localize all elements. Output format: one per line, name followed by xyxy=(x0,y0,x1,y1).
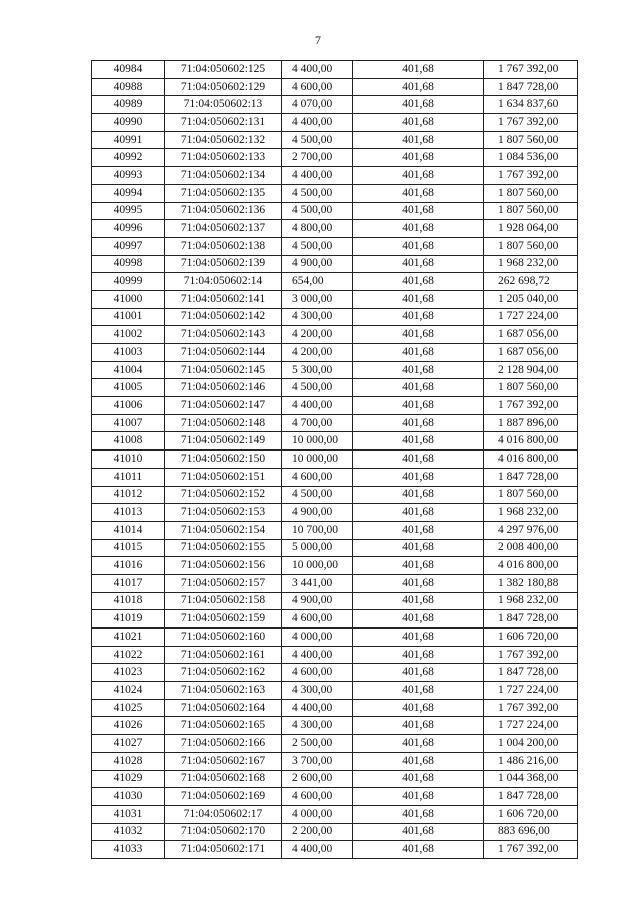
cadastral-number-cell: 71:04:050602:161 xyxy=(165,646,282,664)
cadastral-number-cell: 71:04:050602:154 xyxy=(165,521,282,539)
total-value-cell: 1 727 224,00 xyxy=(484,717,578,735)
row-number-cell: 41004 xyxy=(92,361,165,379)
table-row xyxy=(92,557,578,575)
rate-cell: 401,68 xyxy=(353,823,484,841)
area-cell: 2 700,00 xyxy=(282,149,353,167)
total-value-cell: 1 847 728,00 xyxy=(484,788,578,806)
area-cell: 4 500,00 xyxy=(282,184,353,202)
rate-cell: 401,68 xyxy=(353,557,484,575)
row-number-cell: 41013 xyxy=(92,504,165,522)
cadastral-number-cell: 71:04:050602:169 xyxy=(165,788,282,806)
cadastral-number-cell: 71:04:050602:156 xyxy=(165,557,282,575)
cadastral-number-cell: 71:04:050602:139 xyxy=(165,255,282,273)
cadastral-number-cell: 71:04:050602:133 xyxy=(165,149,282,167)
row-number-cell: 40990 xyxy=(92,114,165,132)
total-value-cell: 1 727 224,00 xyxy=(484,682,578,700)
area-cell: 4 400,00 xyxy=(282,167,353,185)
total-value-cell: 2 128 904,00 xyxy=(484,361,578,379)
area-cell: 3 441,00 xyxy=(282,574,353,592)
rate-cell: 401,68 xyxy=(353,344,484,362)
area-cell: 4 600,00 xyxy=(282,468,353,486)
row-number-cell: 40995 xyxy=(92,202,165,220)
area-cell: 5 300,00 xyxy=(282,361,353,379)
cadastral-number-cell: 71:04:050602:164 xyxy=(165,699,282,717)
row-number-cell: 40991 xyxy=(92,131,165,149)
rate-cell: 401,68 xyxy=(353,184,484,202)
total-value-cell: 4 297 976,00 xyxy=(484,521,578,539)
table-row xyxy=(92,592,578,610)
table-row xyxy=(92,823,578,841)
rate-cell: 401,68 xyxy=(353,646,484,664)
table-row xyxy=(92,610,578,628)
table-row xyxy=(92,114,578,132)
area-cell: 3 000,00 xyxy=(282,290,353,308)
rate-cell: 401,68 xyxy=(353,841,484,859)
area-cell: 4 600,00 xyxy=(282,664,353,682)
area-cell: 4 400,00 xyxy=(282,114,353,132)
row-number-cell: 40996 xyxy=(92,220,165,238)
rate-cell: 401,68 xyxy=(353,468,484,486)
table-row xyxy=(92,770,578,788)
table-row xyxy=(92,574,578,592)
rate-cell: 401,68 xyxy=(353,752,484,770)
area-cell: 10 000,00 xyxy=(282,557,353,575)
total-value-cell: 1 687 056,00 xyxy=(484,326,578,344)
cadastral-number-cell: 71:04:050602:138 xyxy=(165,237,282,255)
row-number-cell: 41005 xyxy=(92,379,165,397)
table-row xyxy=(92,326,578,344)
rate-cell: 401,68 xyxy=(353,326,484,344)
cadastral-number-cell: 71:04:050602:134 xyxy=(165,167,282,185)
table-row xyxy=(92,273,578,291)
total-value-cell: 1 887 896,00 xyxy=(484,414,578,432)
rate-cell: 401,68 xyxy=(353,414,484,432)
area-cell: 4 800,00 xyxy=(282,220,353,238)
row-number-cell: 41016 xyxy=(92,557,165,575)
total-value-cell: 1 807 560,00 xyxy=(484,184,578,202)
area-cell: 4 200,00 xyxy=(282,326,353,344)
area-cell: 4 500,00 xyxy=(282,237,353,255)
row-number-cell: 41032 xyxy=(92,823,165,841)
table-row xyxy=(92,432,578,450)
area-cell: 5 000,00 xyxy=(282,539,353,557)
table-row xyxy=(92,220,578,238)
table-row xyxy=(92,699,578,717)
table-row xyxy=(92,486,578,504)
cadastral-number-cell: 71:04:050602:166 xyxy=(165,735,282,753)
table-row xyxy=(92,752,578,770)
area-cell: 4 400,00 xyxy=(282,61,353,79)
row-number-cell: 41010 xyxy=(92,450,165,468)
cadastral-number-cell: 71:04:050602:125 xyxy=(165,61,282,79)
row-number-cell: 40997 xyxy=(92,237,165,255)
cadastral-number-cell: 71:04:050602:162 xyxy=(165,664,282,682)
cadastral-number-cell: 71:04:050602:143 xyxy=(165,326,282,344)
rate-cell: 401,68 xyxy=(353,149,484,167)
rate-cell: 401,68 xyxy=(353,735,484,753)
total-value-cell: 1 807 560,00 xyxy=(484,202,578,220)
area-cell: 10 700,00 xyxy=(282,521,353,539)
row-number-cell: 40989 xyxy=(92,96,165,114)
cadastral-number-cell: 71:04:050602:165 xyxy=(165,717,282,735)
area-cell: 654,00 xyxy=(282,273,353,291)
total-value-cell: 1 486 216,00 xyxy=(484,752,578,770)
area-cell: 4 000,00 xyxy=(282,805,353,823)
rate-cell: 401,68 xyxy=(353,450,484,468)
row-number-cell: 40984 xyxy=(92,61,165,79)
area-cell: 4 200,00 xyxy=(282,344,353,362)
rate-cell: 401,68 xyxy=(353,717,484,735)
row-number-cell: 40993 xyxy=(92,167,165,185)
table-row xyxy=(92,450,578,468)
area-cell: 4 900,00 xyxy=(282,255,353,273)
total-value-cell: 1 807 560,00 xyxy=(484,131,578,149)
table-row xyxy=(92,167,578,185)
cadastral-number-cell: 71:04:050602:136 xyxy=(165,202,282,220)
cadastral-number-cell: 71:04:050602:14 xyxy=(165,273,282,291)
area-cell: 4 900,00 xyxy=(282,504,353,522)
area-cell: 4 070,00 xyxy=(282,96,353,114)
table-row xyxy=(92,379,578,397)
cadastral-number-cell: 71:04:050602:152 xyxy=(165,486,282,504)
cadastral-number-cell: 71:04:050602:155 xyxy=(165,539,282,557)
total-value-cell: 1 767 392,00 xyxy=(484,646,578,664)
table-row xyxy=(92,78,578,96)
row-number-cell: 41007 xyxy=(92,414,165,432)
row-number-cell: 41021 xyxy=(92,628,165,646)
rate-cell: 401,68 xyxy=(353,96,484,114)
total-value-cell: 1 807 560,00 xyxy=(484,486,578,504)
area-cell: 4 400,00 xyxy=(282,841,353,859)
rate-cell: 401,68 xyxy=(353,273,484,291)
rate-cell: 401,68 xyxy=(353,114,484,132)
cadastral-table-container xyxy=(91,60,577,859)
cadastral-number-cell: 71:04:050602:137 xyxy=(165,220,282,238)
rate-cell: 401,68 xyxy=(353,628,484,646)
row-number-cell: 41014 xyxy=(92,521,165,539)
area-cell: 4 400,00 xyxy=(282,397,353,415)
table-row xyxy=(92,202,578,220)
rate-cell: 401,68 xyxy=(353,202,484,220)
total-value-cell: 1 004 200,00 xyxy=(484,735,578,753)
cadastral-number-cell: 71:04:050602:153 xyxy=(165,504,282,522)
row-number-cell: 41030 xyxy=(92,788,165,806)
cadastral-number-cell: 71:04:050602:132 xyxy=(165,131,282,149)
rate-cell: 401,68 xyxy=(353,361,484,379)
table-row xyxy=(92,361,578,379)
area-cell: 4 300,00 xyxy=(282,682,353,700)
cadastral-number-cell: 71:04:050602:150 xyxy=(165,450,282,468)
cadastral-number-cell: 71:04:050602:146 xyxy=(165,379,282,397)
total-value-cell: 1 767 392,00 xyxy=(484,699,578,717)
rate-cell: 401,68 xyxy=(353,397,484,415)
total-value-cell: 1 606 720,00 xyxy=(484,628,578,646)
row-number-cell: 41023 xyxy=(92,664,165,682)
table-row xyxy=(92,521,578,539)
total-value-cell: 1 968 232,00 xyxy=(484,504,578,522)
table-row xyxy=(92,237,578,255)
area-cell: 4 600,00 xyxy=(282,788,353,806)
row-number-cell: 41025 xyxy=(92,699,165,717)
row-number-cell: 41000 xyxy=(92,290,165,308)
total-value-cell: 1 382 180,88 xyxy=(484,574,578,592)
row-number-cell: 40992 xyxy=(92,149,165,167)
total-value-cell: 1 767 392,00 xyxy=(484,61,578,79)
area-cell: 3 700,00 xyxy=(282,752,353,770)
table-row xyxy=(92,646,578,664)
row-number-cell: 41001 xyxy=(92,308,165,326)
cadastral-number-cell: 71:04:050602:13 xyxy=(165,96,282,114)
row-number-cell: 41031 xyxy=(92,805,165,823)
rate-cell: 401,68 xyxy=(353,237,484,255)
rate-cell: 401,68 xyxy=(353,504,484,522)
table-row xyxy=(92,184,578,202)
table-row xyxy=(92,149,578,167)
table-row xyxy=(92,290,578,308)
table-row xyxy=(92,468,578,486)
rate-cell: 401,68 xyxy=(353,78,484,96)
cadastral-number-cell: 71:04:050602:158 xyxy=(165,592,282,610)
area-cell: 4 300,00 xyxy=(282,717,353,735)
area-cell: 4 500,00 xyxy=(282,379,353,397)
row-number-cell: 41024 xyxy=(92,682,165,700)
area-cell: 4 400,00 xyxy=(282,646,353,664)
row-number-cell: 40999 xyxy=(92,273,165,291)
total-value-cell: 1 807 560,00 xyxy=(484,237,578,255)
row-number-cell: 41019 xyxy=(92,610,165,628)
total-value-cell: 262 698,72 xyxy=(484,273,578,291)
table-row xyxy=(92,504,578,522)
total-value-cell: 1 807 560,00 xyxy=(484,379,578,397)
cadastral-number-cell: 71:04:050602:149 xyxy=(165,432,282,450)
row-number-cell: 41033 xyxy=(92,841,165,859)
rate-cell: 401,68 xyxy=(353,432,484,450)
table-row xyxy=(92,682,578,700)
total-value-cell: 1 968 232,00 xyxy=(484,255,578,273)
table-row xyxy=(92,664,578,682)
row-number-cell: 41015 xyxy=(92,539,165,557)
total-value-cell: 1 847 728,00 xyxy=(484,468,578,486)
rate-cell: 401,68 xyxy=(353,290,484,308)
total-value-cell: 1 634 837,60 xyxy=(484,96,578,114)
rate-cell: 401,68 xyxy=(353,521,484,539)
cadastral-number-cell: 71:04:050602:160 xyxy=(165,628,282,646)
cadastral-number-cell: 71:04:050602:145 xyxy=(165,361,282,379)
total-value-cell: 1 847 728,00 xyxy=(484,78,578,96)
cadastral-number-cell: 71:04:050602:17 xyxy=(165,805,282,823)
cadastral-number-cell: 71:04:050602:131 xyxy=(165,114,282,132)
rate-cell: 401,68 xyxy=(353,379,484,397)
row-number-cell: 41022 xyxy=(92,646,165,664)
cadastral-number-cell: 71:04:050602:147 xyxy=(165,397,282,415)
total-value-cell: 1 767 392,00 xyxy=(484,114,578,132)
total-value-cell: 1 727 224,00 xyxy=(484,308,578,326)
cadastral-number-cell: 71:04:050602:168 xyxy=(165,770,282,788)
total-value-cell: 4 016 800,00 xyxy=(484,450,578,468)
cadastral-number-cell: 71:04:050602:129 xyxy=(165,78,282,96)
area-cell: 4 000,00 xyxy=(282,628,353,646)
cadastral-number-cell: 71:04:050602:171 xyxy=(165,841,282,859)
area-cell: 4 700,00 xyxy=(282,414,353,432)
row-number-cell: 41006 xyxy=(92,397,165,415)
cadastral-number-cell: 71:04:050602:135 xyxy=(165,184,282,202)
total-value-cell: 883 696,00 xyxy=(484,823,578,841)
area-cell: 4 500,00 xyxy=(282,202,353,220)
total-value-cell: 1 767 392,00 xyxy=(484,167,578,185)
row-number-cell: 41026 xyxy=(92,717,165,735)
rate-cell: 401,68 xyxy=(353,574,484,592)
row-number-cell: 41003 xyxy=(92,344,165,362)
cadastral-number-cell: 71:04:050602:163 xyxy=(165,682,282,700)
row-number-cell: 41029 xyxy=(92,770,165,788)
cadastral-number-cell: 71:04:050602:144 xyxy=(165,344,282,362)
area-cell: 4 600,00 xyxy=(282,610,353,628)
cadastral-number-cell: 71:04:050602:142 xyxy=(165,308,282,326)
total-value-cell: 1 847 728,00 xyxy=(484,610,578,628)
row-number-cell: 40998 xyxy=(92,255,165,273)
cadastral-number-cell: 71:04:050602:159 xyxy=(165,610,282,628)
table-row xyxy=(92,841,578,859)
table-row xyxy=(92,805,578,823)
total-value-cell: 1 084 536,00 xyxy=(484,149,578,167)
cadastral-number-cell: 71:04:050602:148 xyxy=(165,414,282,432)
table-row xyxy=(92,255,578,273)
rate-cell: 401,68 xyxy=(353,592,484,610)
area-cell: 4 300,00 xyxy=(282,308,353,326)
cadastral-number-cell: 71:04:050602:170 xyxy=(165,823,282,841)
total-value-cell: 1 928 064,00 xyxy=(484,220,578,238)
rate-cell: 401,68 xyxy=(353,539,484,557)
area-cell: 10 000,00 xyxy=(282,432,353,450)
total-value-cell: 2 008 400,00 xyxy=(484,539,578,557)
table-row xyxy=(92,397,578,415)
total-value-cell: 1 044 368,00 xyxy=(484,770,578,788)
area-cell: 4 600,00 xyxy=(282,78,353,96)
table-row xyxy=(92,96,578,114)
rate-cell: 401,68 xyxy=(353,770,484,788)
cadastral-number-cell: 71:04:050602:157 xyxy=(165,574,282,592)
area-cell: 2 200,00 xyxy=(282,823,353,841)
row-number-cell: 41017 xyxy=(92,574,165,592)
total-value-cell: 1 606 720,00 xyxy=(484,805,578,823)
page-number: 7 xyxy=(315,33,321,47)
table-row xyxy=(92,131,578,149)
area-cell: 4 500,00 xyxy=(282,131,353,149)
row-number-cell: 41012 xyxy=(92,486,165,504)
rate-cell: 401,68 xyxy=(353,220,484,238)
row-number-cell: 41008 xyxy=(92,432,165,450)
total-value-cell: 1 767 392,00 xyxy=(484,397,578,415)
total-value-cell: 1 968 232,00 xyxy=(484,592,578,610)
area-cell: 4 500,00 xyxy=(282,486,353,504)
row-number-cell: 41028 xyxy=(92,752,165,770)
row-number-cell: 40994 xyxy=(92,184,165,202)
rate-cell: 401,68 xyxy=(353,682,484,700)
area-cell: 2 600,00 xyxy=(282,770,353,788)
total-value-cell: 1 205 040,00 xyxy=(484,290,578,308)
rate-cell: 401,68 xyxy=(353,664,484,682)
total-value-cell: 4 016 800,00 xyxy=(484,432,578,450)
table-row xyxy=(92,735,578,753)
rate-cell: 401,68 xyxy=(353,167,484,185)
rate-cell: 401,68 xyxy=(353,486,484,504)
rate-cell: 401,68 xyxy=(353,131,484,149)
cadastral-number-cell: 71:04:050602:167 xyxy=(165,752,282,770)
area-cell: 4 400,00 xyxy=(282,699,353,717)
total-value-cell: 1 687 056,00 xyxy=(484,344,578,362)
area-cell: 10 000,00 xyxy=(282,450,353,468)
row-number-cell: 41011 xyxy=(92,468,165,486)
table-row xyxy=(92,788,578,806)
total-value-cell: 4 016 800,00 xyxy=(484,557,578,575)
table-row xyxy=(92,539,578,557)
rate-cell: 401,68 xyxy=(353,308,484,326)
rate-cell: 401,68 xyxy=(353,805,484,823)
cadastral-table xyxy=(91,60,578,859)
total-value-cell: 1 767 392,00 xyxy=(484,841,578,859)
table-row xyxy=(92,344,578,362)
table-row xyxy=(92,628,578,646)
rate-cell: 401,68 xyxy=(353,255,484,273)
cadastral-number-cell: 71:04:050602:151 xyxy=(165,468,282,486)
total-value-cell: 1 847 728,00 xyxy=(484,664,578,682)
row-number-cell: 41018 xyxy=(92,592,165,610)
rate-cell: 401,68 xyxy=(353,610,484,628)
rate-cell: 401,68 xyxy=(353,699,484,717)
cadastral-number-cell: 71:04:050602:141 xyxy=(165,290,282,308)
area-cell: 2 500,00 xyxy=(282,735,353,753)
row-number-cell: 41027 xyxy=(92,735,165,753)
area-cell: 4 900,00 xyxy=(282,592,353,610)
rate-cell: 401,68 xyxy=(353,788,484,806)
table-row xyxy=(92,717,578,735)
table-row xyxy=(92,61,578,79)
table-row xyxy=(92,414,578,432)
table-row xyxy=(92,308,578,326)
row-number-cell: 41002 xyxy=(92,326,165,344)
table-body xyxy=(92,61,578,859)
rate-cell: 401,68 xyxy=(353,61,484,79)
row-number-cell: 40988 xyxy=(92,78,165,96)
